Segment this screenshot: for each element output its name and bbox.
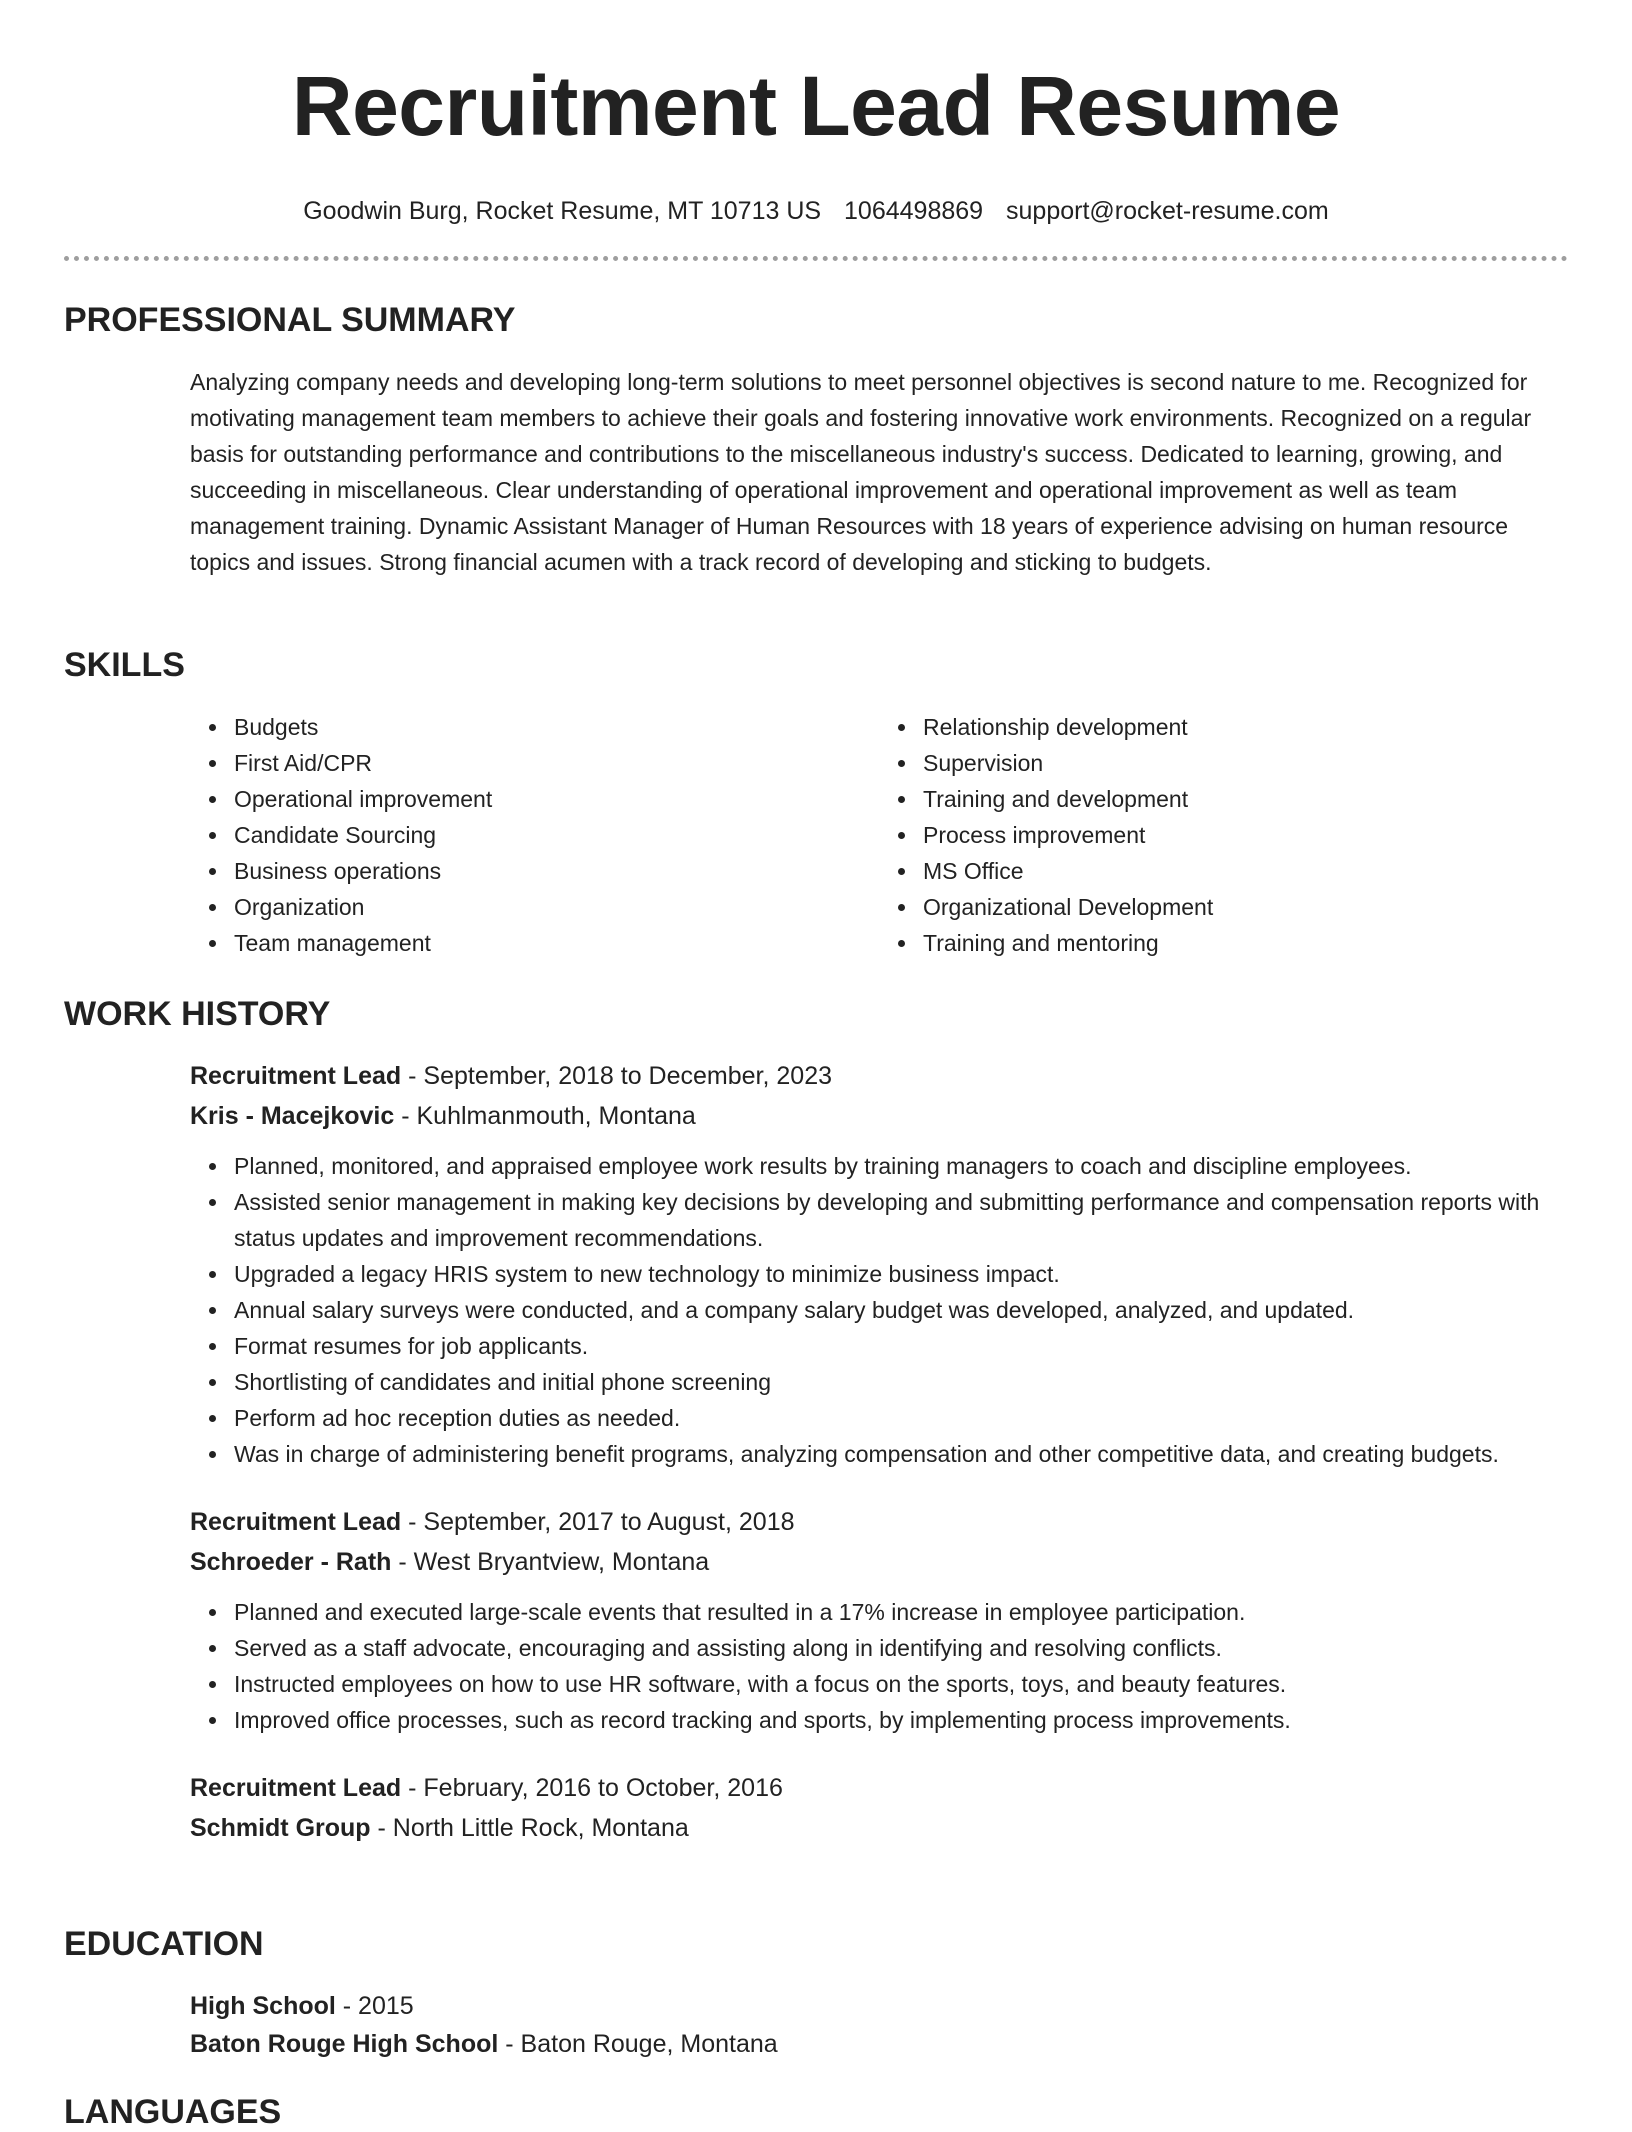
job-bullets <box>190 1594 1568 1738</box>
separator: - <box>370 1814 393 1842</box>
contact-email[interactable]: support@rocket-resume.com <box>1006 197 1329 225</box>
job-title: Recruitment Lead <box>190 1062 402 1090</box>
skills-section <box>64 645 1568 961</box>
education-entry <box>190 1988 1568 2062</box>
skills-heading: SKILLS <box>64 646 185 684</box>
skill-item: Training and development <box>923 781 1568 817</box>
header-divider <box>64 256 1568 261</box>
job-bullet: Upgraded a legacy HRIS system to new technology to minimize business impact. <box>234 1256 1568 1292</box>
separator: - <box>394 1102 417 1130</box>
resume-page <box>64 0 1568 2131</box>
job-bullet: Perform ad hoc reception duties as needed. <box>234 1400 1568 1436</box>
education-school: Baton Rouge High School <box>190 2030 499 2058</box>
job-company: Schmidt Group <box>190 1814 371 1842</box>
job-entry <box>190 1058 1568 1472</box>
languages-section <box>64 2092 1568 2132</box>
job-company-line <box>190 1810 1568 1846</box>
skill-item: Operational improvement <box>234 781 879 817</box>
summary-heading: PROFESSIONAL SUMMARY <box>64 301 516 339</box>
job-bullet: Served as a staff advocate, encouraging and assisting along in identifying and resolving conflicts. <box>234 1630 1568 1666</box>
skill-item: First Aid/CPR <box>234 745 879 781</box>
job-bullet: Planned and executed large-scale events that resulted in a 17% increase in employee participation. <box>234 1594 1568 1630</box>
education-degree: High School <box>190 1992 336 2020</box>
job-bullet: Format resumes for job applicants. <box>234 1328 1568 1364</box>
separator: - <box>391 1548 414 1576</box>
skill-item: Organization <box>234 889 879 925</box>
skills-list-right <box>879 709 1568 961</box>
languages-heading: LANGUAGES <box>64 2093 282 2131</box>
job-dates: September, 2017 to August, 2018 <box>423 1508 795 1536</box>
job-dates: February, 2016 to October, 2016 <box>423 1774 783 1802</box>
contact-address: Goodwin Burg, Rocket Resume, MT 10713 US <box>303 197 822 225</box>
separator: - <box>401 1508 424 1536</box>
job-bullet: Instructed employees on how to use HR software, with a focus on the sports, toys, and beauty features. <box>234 1666 1568 1702</box>
job-location: Kuhlmanmouth, Montana <box>416 1102 696 1130</box>
education-year: 2015 <box>358 1992 414 2020</box>
job-bullet: Improved office processes, such as record tracking and sports, by implementing process improvements. <box>234 1702 1568 1738</box>
skill-item: Organizational Development <box>923 889 1568 925</box>
separator: - <box>498 2030 521 2058</box>
job-dates: September, 2018 to December, 2023 <box>423 1062 832 1090</box>
separator: - <box>401 1062 424 1090</box>
skill-item: Process improvement <box>923 817 1568 853</box>
skills-list-left <box>190 709 879 961</box>
education-heading: EDUCATION <box>64 1925 264 1963</box>
job-company: Schroeder - Rath <box>190 1548 392 1576</box>
job-company-line <box>190 1544 1568 1580</box>
skill-item: Relationship development <box>923 709 1568 745</box>
skill-item: Training and mentoring <box>923 925 1568 961</box>
education-location: Baton Rouge, Montana <box>520 2030 778 2058</box>
skill-item: Candidate Sourcing <box>234 817 879 853</box>
education-school-line <box>190 2026 1568 2062</box>
separator: - <box>335 1992 359 2020</box>
separator: - <box>401 1774 424 1802</box>
summary-section <box>64 300 1568 580</box>
job-title-line <box>190 1770 1568 1806</box>
job-title: Recruitment Lead <box>190 1508 402 1536</box>
job-title-line <box>190 1504 1568 1540</box>
job-entry <box>190 1770 1568 1846</box>
job-title-line <box>190 1058 1568 1094</box>
skill-item: MS Office <box>923 853 1568 889</box>
job-entry <box>190 1504 1568 1738</box>
job-bullet: Assisted senior management in making key decisions by developing and submitting performance and compensation reports with status updates and improvement recommendations. <box>234 1184 1568 1256</box>
job-company-line <box>190 1098 1568 1134</box>
job-company: Kris - Macejkovic <box>190 1102 395 1130</box>
job-bullet: Annual salary surveys were conducted, and a company salary budget was developed, analyzed, and updated. <box>234 1292 1568 1328</box>
skill-item: Supervision <box>923 745 1568 781</box>
job-title: Recruitment Lead <box>190 1774 402 1802</box>
contact-phone: 1064498869 <box>844 197 984 225</box>
skills-grid <box>190 709 1568 961</box>
job-location: West Bryantview, Montana <box>413 1548 710 1576</box>
skill-item: Budgets <box>234 709 879 745</box>
skill-item: Business operations <box>234 853 879 889</box>
job-bullet: Was in charge of administering benefit programs, analyzing compensation and other competitive data, and creating budgets. <box>234 1436 1568 1472</box>
job-bullets <box>190 1148 1568 1472</box>
job-bullet: Planned, monitored, and appraised employee work results by training managers to coach and discipline employees. <box>234 1148 1568 1184</box>
education-section <box>64 1924 1568 2062</box>
job-location: North Little Rock, Montana <box>392 1814 689 1842</box>
resume-title: Recruitment Lead Resume <box>291 59 1341 153</box>
contact-line <box>64 196 1568 226</box>
summary-text: Analyzing company needs and developing long-term solutions to meet personnel objectives is second nature to me. Recognized for motivating management team members to achieve their goals and fostering innovative work environments. Recognized on a regular basis for outstanding performance and contributions to the miscellaneous industry's success. Dedicated to learning, growing, and succeeding in miscellaneous. Clear understanding of operational improvement and operational improvement as well as team management training. Dynamic Assistant Manager of Human Resources with 18 years of experience advising on human resource topics and issues. Strong financial acumen with a track record of developing and sticking to budgets. <box>190 369 1532 575</box>
work-history-section <box>64 994 1568 1846</box>
job-bullet: Shortlisting of candidates and initial phone screening <box>234 1364 1568 1400</box>
work-history-heading: WORK HISTORY <box>64 995 331 1033</box>
education-degree-line <box>190 1988 1568 2024</box>
skill-item: Team management <box>234 925 879 961</box>
